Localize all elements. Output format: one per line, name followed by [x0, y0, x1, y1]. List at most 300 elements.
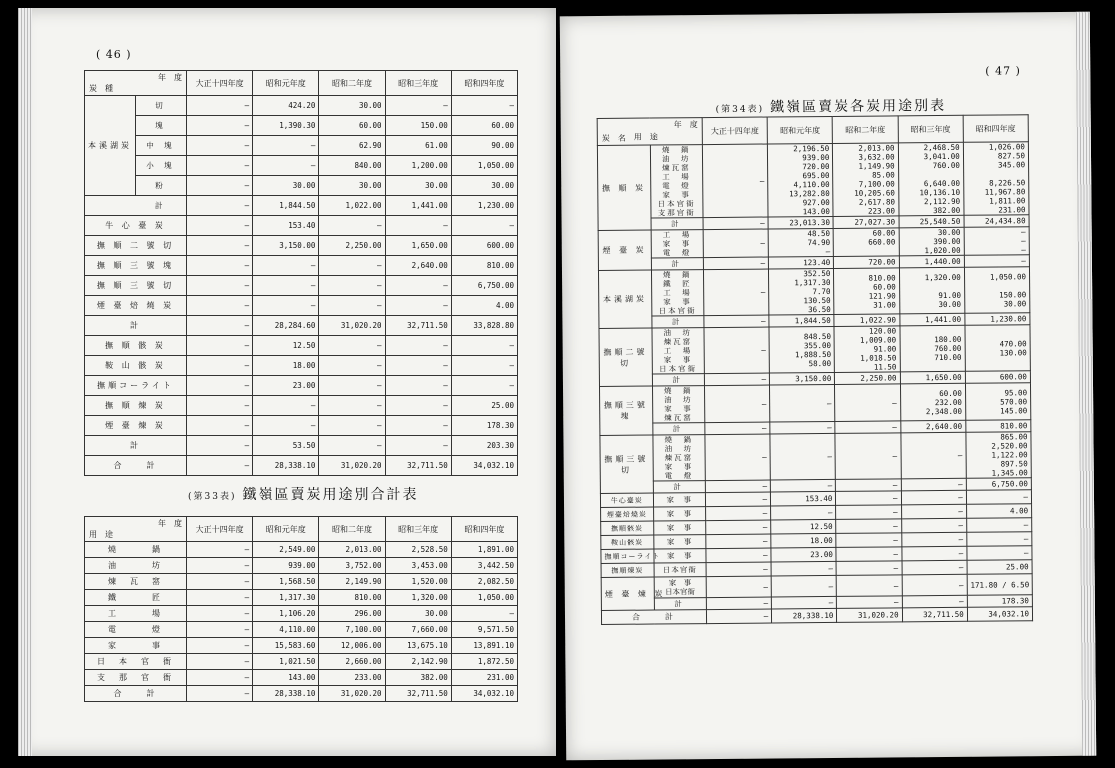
value-cell: — — [385, 216, 451, 236]
coal-label: 煙臺焙燒炭 — [601, 507, 654, 521]
value-cell: 1,441.00 — [899, 313, 964, 326]
value-cell: — — [187, 638, 253, 654]
value-cell: 23.00 — [253, 376, 319, 396]
value-cell: — — [187, 216, 253, 236]
value-cell: — — [706, 609, 771, 624]
value-cell: 32,711.50 — [385, 456, 451, 476]
value-cell: — — [319, 376, 385, 396]
value-cell: 15,583.60 — [253, 638, 319, 654]
coal-label: 本溪湖炭 — [598, 270, 651, 328]
table-row — [599, 383, 1030, 424]
value-cell: 810.00 60.00 121.90 31.00 — [834, 268, 900, 315]
subtotal-row: 計 — — — — 6,750.00 — [600, 478, 1031, 494]
value-cell: — — [253, 296, 319, 316]
value-cell: — — [964, 255, 1029, 268]
value-cell: — — [837, 575, 902, 597]
table-row — [85, 296, 518, 316]
value-cell: 153.40 — [253, 216, 319, 236]
value-cell: 31,020.20 — [319, 316, 385, 336]
column-header: 大正十四年度 — [702, 117, 767, 145]
value-cell: — — [187, 236, 253, 256]
row-label: 支 那 官 衙 — [85, 670, 187, 686]
value-cell: 810.00 — [966, 420, 1031, 433]
value-cell: — — [902, 595, 967, 608]
use-label: 家 事 — [653, 507, 706, 521]
value-cell: 32,711.50 — [385, 686, 451, 702]
value-cell: — — [385, 416, 451, 436]
value-cell: 60.00 660.00 — [834, 228, 899, 257]
value-cell: — — [706, 548, 771, 563]
row-label: 撫 順 三 號 切 — [85, 276, 187, 296]
value-cell: 28,338.10 — [253, 456, 319, 476]
value-cell: — — [385, 356, 451, 376]
use-label: 家 事 — [653, 535, 706, 549]
value-cell: 4,110.00 — [253, 622, 319, 638]
value-cell: 1,891.00 — [451, 542, 517, 558]
value-cell: — — [705, 480, 770, 493]
table-row — [85, 622, 518, 638]
value-cell: — — [253, 136, 319, 156]
row-label: 鐵 匠 — [85, 590, 187, 606]
value-cell: 62.90 — [319, 136, 385, 156]
value-cell: 2,149.90 — [319, 574, 385, 590]
value-cell: 34,032.10 — [967, 607, 1032, 622]
value-cell: 720.00 — [834, 256, 899, 269]
value-cell: — — [187, 296, 253, 316]
value-cell: 30.00 — [385, 176, 451, 196]
value-cell: — — [704, 385, 770, 423]
value-cell: — — [706, 520, 771, 535]
value-cell: — — [319, 296, 385, 316]
value-cell: — — [385, 396, 451, 416]
value-cell: 7,100.00 — [319, 622, 385, 638]
row-label: 牛 心 臺 炭 — [85, 216, 187, 236]
table-row — [598, 267, 1029, 317]
value-cell: 3,752.00 — [319, 558, 385, 574]
value-cell: 600.00 — [451, 236, 517, 256]
value-cell: 1,320.00 91.00 30.00 — [899, 267, 965, 314]
value-cell: 6,750.00 — [451, 276, 517, 296]
table-row — [85, 116, 518, 136]
value-cell: — — [702, 144, 768, 218]
value-cell: — — [319, 216, 385, 236]
column-header: 昭和三年度 — [385, 71, 451, 96]
coal-label: 鞍山骸炭 — [601, 535, 654, 549]
page-number: ( 46 ) — [96, 48, 132, 61]
value-cell: — — [836, 533, 901, 548]
row-label: 撫順コーライト — [85, 376, 187, 396]
value-cell: — — [902, 574, 967, 596]
subtotal-row: 計 — 123.40 720.00 1,440.00 — — [598, 255, 1029, 271]
value-cell: — — [187, 156, 253, 176]
subtotal-row: 計 — 23,013.30 27,027.30 25,540.50 24,434.80 — [598, 215, 1029, 231]
use-list: 家 事 日本官衙 — [654, 577, 707, 598]
value-cell: — — [901, 504, 966, 519]
value-cell: 810.00 — [319, 590, 385, 606]
use-label: 家 事 — [653, 493, 706, 507]
value-cell: 9,571.50 — [451, 622, 517, 638]
subtotal-row: 計 — — — 2,640.00 810.00 — [600, 420, 1031, 436]
table-row — [85, 356, 518, 376]
value-cell: 2,528.50 — [385, 542, 451, 558]
value-cell: 53.50 — [253, 436, 319, 456]
value-cell: — — [451, 216, 517, 236]
coal-label: 撫 順 炭 — [597, 145, 650, 230]
row-label: 煉 瓦 窰 — [85, 574, 187, 590]
value-cell: 25,540.50 — [899, 215, 964, 228]
value-cell: 382.00 — [385, 670, 451, 686]
value-cell: — — [706, 506, 771, 521]
value-cell: 30.00 390.00 1,020.00 — [899, 227, 964, 256]
value-cell: — — [836, 561, 901, 576]
value-cell: — — [253, 276, 319, 296]
value-cell: — — [772, 596, 837, 609]
value-cell: — — [705, 434, 771, 481]
column-header: 昭和三年度 — [385, 517, 451, 542]
sub-label: 塊 — [136, 116, 187, 136]
value-cell: 6,750.00 — [966, 478, 1031, 491]
value-cell: 1,441.00 — [385, 196, 451, 216]
value-cell: 12,006.00 — [319, 638, 385, 654]
value-cell: 2,250.00 — [835, 372, 900, 385]
value-cell: — — [704, 373, 769, 386]
value-cell: — — [703, 269, 769, 316]
table-row — [85, 256, 518, 276]
value-cell: 1,050.00 150.00 30.00 — [964, 267, 1030, 314]
row-label: 煙 臺 焙 燒 炭 — [85, 296, 187, 316]
value-cell: 60.00 — [451, 116, 517, 136]
table-row — [85, 236, 518, 256]
value-cell: 18.00 — [253, 356, 319, 376]
subtotal-row: 計 — 1,844.50 1,022.90 1,441.00 1,230.00 — [599, 313, 1030, 329]
value-cell: 2,142.90 — [385, 654, 451, 670]
table-row — [85, 638, 518, 654]
value-cell: 1,022.90 — [834, 314, 899, 327]
value-cell: 18.00 — [771, 533, 836, 548]
sub-label: 切 — [136, 96, 187, 116]
value-cell: — — [187, 376, 253, 396]
value-cell: — — [253, 156, 319, 176]
value-cell: 61.00 — [385, 136, 451, 156]
value-cell: — — [704, 315, 769, 328]
corner-cell: 年 度 用 途 — [85, 517, 187, 542]
value-cell: 23,013.30 — [768, 216, 833, 229]
value-cell: — — [902, 560, 967, 575]
value-cell: — — [253, 256, 319, 276]
row-label: 燒 鍋 — [85, 542, 187, 558]
table-row — [85, 654, 518, 670]
value-cell: — — [385, 376, 451, 396]
value-cell: 31,020.20 — [319, 686, 385, 702]
value-cell: 600.00 — [965, 371, 1030, 384]
page-edge — [18, 8, 32, 756]
value-cell: 296.00 — [319, 606, 385, 622]
page-edge — [1076, 12, 1096, 756]
value-cell: 60.00 — [319, 116, 385, 136]
value-cell: 1,021.50 — [253, 654, 319, 670]
value-cell: 4.00 — [966, 504, 1031, 519]
row-label: 日 本 官 衙 — [85, 654, 187, 670]
value-cell: 2,640.00 — [385, 256, 451, 276]
table-row — [598, 227, 1029, 259]
value-cell: — — [771, 575, 836, 597]
value-cell: — — [770, 433, 836, 480]
sub-label: 中 塊 — [136, 136, 187, 156]
value-cell: — — [771, 561, 836, 576]
value-cell: 95.00 570.00 145.00 — [965, 383, 1031, 421]
value-cell: 60.00 232.00 2,348.00 — [900, 383, 966, 421]
group-label: 本溪湖炭 — [85, 96, 136, 196]
value-cell: 34,032.10 — [451, 456, 517, 476]
value-cell: — — [187, 606, 253, 622]
value-cell: — — [901, 478, 966, 491]
value-cell: 1,050.00 — [451, 156, 517, 176]
use-label: 家 事 — [653, 549, 706, 563]
value-cell: 2,468.50 3,041.00 760.00 6,640.00 10,136.10 2,112.90 382.00 — [898, 142, 964, 216]
value-cell: 3,150.00 — [253, 236, 319, 256]
value-cell: — — [385, 276, 451, 296]
value-cell: 32,711.50 — [385, 316, 451, 336]
table-row — [85, 558, 518, 574]
value-cell: — — [187, 316, 253, 336]
value-cell: 1,844.50 — [253, 196, 319, 216]
value-cell: — — [966, 490, 1031, 505]
value-cell: — — [187, 456, 253, 476]
value-cell: 848.50 355.00 1,888.50 58.00 — [769, 326, 835, 373]
subtotal-row: 計 — 3,150.00 2,250.00 1,650.00 600.00 — [599, 371, 1030, 387]
column-header: 昭和二年度 — [319, 517, 385, 542]
value-cell: 2,196.50 939.00 720.00 695.00 4,110.00 13,282.80 927.00 143.00 — [768, 143, 834, 217]
value-cell: — — [187, 256, 253, 276]
value-cell: — — [187, 196, 253, 216]
value-cell: 840.00 — [319, 156, 385, 176]
value-cell: 1,230.00 — [451, 196, 517, 216]
value-cell: — — [451, 356, 517, 376]
value-cell: 13,891.10 — [451, 638, 517, 654]
value-cell: — — [704, 327, 770, 374]
column-header: 昭和四年度 — [451, 517, 517, 542]
value-cell: 1,872.50 — [451, 654, 517, 670]
coal-label: 煙 臺 炭 — [598, 230, 651, 270]
table-row — [85, 542, 518, 558]
value-cell: 4.00 — [451, 296, 517, 316]
coal-label: 撫順煉炭 — [601, 563, 654, 577]
value-cell: — — [451, 606, 517, 622]
value-cell: 2,250.00 — [319, 236, 385, 256]
value-cell: 171.80 / 6.50 — [967, 574, 1032, 596]
table-heading: (第33表) 鐵嶺區賣炭用途別合計表 — [188, 487, 419, 503]
table-row — [85, 590, 518, 606]
table-row — [597, 142, 1029, 219]
value-cell: — — [967, 546, 1032, 561]
value-cell: — — [385, 336, 451, 356]
value-cell: 143.00 — [253, 670, 319, 686]
row-label: 鞍 山 骸 炭 — [85, 356, 187, 376]
value-cell: 30.00 — [385, 606, 451, 622]
table-heading: (第34表) 鐵嶺區賣炭各炭用途別表 — [715, 97, 947, 116]
table-row — [599, 325, 1030, 375]
column-header: 昭和四年度 — [963, 115, 1028, 143]
value-cell: — — [451, 96, 517, 116]
value-cell: — — [253, 416, 319, 436]
value-cell: 939.00 — [253, 558, 319, 574]
value-cell: 34,032.10 — [451, 686, 517, 702]
value-cell: — — [901, 490, 966, 505]
coal-label: 牛心臺炭 — [600, 493, 653, 507]
header-row — [85, 71, 518, 96]
value-cell: — — [187, 276, 253, 296]
row-label: 撫 順 三 號 塊 — [85, 256, 187, 276]
value-cell: 1,440.00 — [899, 255, 964, 268]
row-label: 計 — [85, 316, 187, 336]
value-cell: 120.00 1,009.00 91.00 1,018.50 11.50 — [834, 326, 900, 373]
right-page — [560, 12, 1096, 761]
value-cell: — — [319, 356, 385, 376]
value-cell: — — [187, 416, 253, 436]
value-cell: 1,650.00 — [385, 236, 451, 256]
subtotal-row: 計 — — — — 178.30 — [601, 595, 1032, 611]
column-header: 昭和三年度 — [898, 115, 963, 143]
use-list: 燒 鍋 油 坊 煉瓦窰 工 場 電 燈 家 事 日本官衙 支那官衙 — [650, 145, 703, 218]
value-cell: 90.00 — [451, 136, 517, 156]
value-cell: — — [187, 96, 253, 116]
value-cell: — — [900, 432, 966, 479]
value-cell: 203.30 — [451, 436, 517, 456]
value-cell: — — [319, 336, 385, 356]
use-list: 油 坊 煉瓦窰 工 場 家 事 日本官衙 — [651, 328, 704, 374]
value-cell: 1,320.00 — [385, 590, 451, 606]
value-cell: — — [835, 384, 901, 422]
value-cell: 424.20 — [253, 96, 319, 116]
header-row — [597, 115, 1028, 146]
value-cell: 28,338.10 — [772, 608, 837, 623]
value-cell: 233.00 — [319, 670, 385, 686]
value-cell: — — [187, 590, 253, 606]
column-header: 昭和元年度 — [253, 71, 319, 96]
coal-label: 撫順骸炭 — [601, 521, 654, 535]
value-cell: — — [835, 433, 901, 480]
corner-cell: 年 度 炭 名 用 途 — [597, 118, 702, 146]
value-cell: 178.30 — [967, 595, 1032, 608]
coal-label: 煙 臺 煉 炭 — [601, 577, 654, 610]
value-cell: — — [705, 422, 770, 435]
value-cell: — — [703, 257, 768, 270]
use-list: 工 場 家 事 電 燈 — [651, 230, 704, 258]
column-header: 昭和元年度 — [253, 517, 319, 542]
value-cell: — — [706, 597, 771, 610]
value-cell: 153.40 — [771, 491, 836, 506]
use-label: 日本官衙 — [654, 563, 707, 577]
value-cell: — — — — [964, 227, 1029, 256]
table-row — [85, 96, 518, 116]
value-cell: 123.40 — [769, 256, 834, 269]
value-cell: 1,022.00 — [319, 196, 385, 216]
value-cell: — — [187, 670, 253, 686]
use-list: 燒 鍋 鐵 匠 工 場 家 事 日本官衙 — [651, 270, 704, 316]
value-cell: 1,844.50 — [769, 314, 834, 327]
table-row — [85, 276, 518, 296]
row-label: 油 坊 — [85, 558, 187, 574]
value-cell: 33,828.80 — [451, 316, 517, 336]
value-cell: 7,660.00 — [385, 622, 451, 638]
table-row — [85, 216, 518, 236]
value-cell: 1,200.00 — [385, 156, 451, 176]
row-label: 撫 順 煉 炭 — [85, 396, 187, 416]
value-cell: 12.50 — [771, 519, 836, 534]
value-cell: — — [319, 436, 385, 456]
value-cell: — — [319, 396, 385, 416]
use-list: 燒 鍋 油 坊 家 事 煉瓦窰 — [652, 386, 705, 423]
value-cell: 231.00 — [451, 670, 517, 686]
column-header: 昭和二年度 — [833, 116, 898, 144]
value-cell: — — [451, 376, 517, 396]
value-cell: 30.00 — [451, 176, 517, 196]
value-cell: 3,453.00 — [385, 558, 451, 574]
value-cell: 30.00 — [319, 176, 385, 196]
column-header: 昭和四年度 — [451, 71, 517, 96]
table-row — [600, 432, 1031, 482]
value-cell: — — [187, 336, 253, 356]
value-cell: — — [385, 436, 451, 456]
value-cell: 470.00 130.00 — [965, 325, 1031, 372]
use-list: 燒 鍋 油 坊 煉瓦窰 家 事 電 燈 — [652, 435, 705, 481]
table-row — [85, 156, 518, 176]
value-cell: 3,442.50 — [451, 558, 517, 574]
usage-summary-table — [84, 516, 518, 702]
value-cell: 30.00 — [253, 176, 319, 196]
value-cell: — — [703, 217, 768, 230]
value-cell: 31,020.20 — [837, 608, 902, 623]
row-label: 撫 順 二 號 切 — [85, 236, 187, 256]
value-cell: — — [771, 479, 836, 492]
coal-type-table — [84, 70, 518, 476]
total-row — [601, 607, 1032, 625]
value-cell: 1,050.00 — [451, 590, 517, 606]
row-label: 撫 順 骸 炭 — [85, 336, 187, 356]
value-cell: — — [901, 532, 966, 547]
value-cell: 25.00 — [451, 396, 517, 416]
value-cell: — — [187, 356, 253, 376]
value-cell: — — [771, 505, 836, 520]
value-cell: — — [836, 505, 901, 520]
coal-label: 撫順コーライト — [601, 549, 654, 563]
value-cell: — — [836, 479, 901, 492]
value-cell: — — [836, 519, 901, 534]
value-cell: 13,675.10 — [385, 638, 451, 654]
value-cell: — — [901, 518, 966, 533]
table-row — [85, 606, 518, 622]
value-cell: 48.50 74.90 — — [768, 228, 833, 257]
value-cell: 180.00 760.00 710.00 — [900, 325, 966, 372]
value-cell: — — [319, 256, 385, 276]
coal-usage-table — [597, 114, 1033, 625]
value-cell: — — [770, 421, 835, 434]
value-cell: — — [703, 229, 768, 258]
value-cell: 352.50 1,317.30 7.70 130.50 36.50 — [769, 268, 835, 315]
value-cell: 865.00 2,520.00 1,122.00 897.50 1,345.00 — [966, 432, 1032, 479]
value-cell: — — [187, 136, 253, 156]
value-cell: — — [253, 396, 319, 416]
value-cell: 150.00 — [385, 116, 451, 136]
value-cell: — — [187, 436, 253, 456]
value-cell: — — [187, 176, 253, 196]
value-cell: 12.50 — [253, 336, 319, 356]
row-label: 家 事 — [85, 638, 187, 654]
value-cell: — — [385, 296, 451, 316]
value-cell: 1,026.00 827.50 345.00 8,226.50 11,967.80 1,811.00 231.00 — [963, 142, 1029, 216]
total-row — [85, 686, 518, 702]
table-row — [85, 136, 518, 156]
